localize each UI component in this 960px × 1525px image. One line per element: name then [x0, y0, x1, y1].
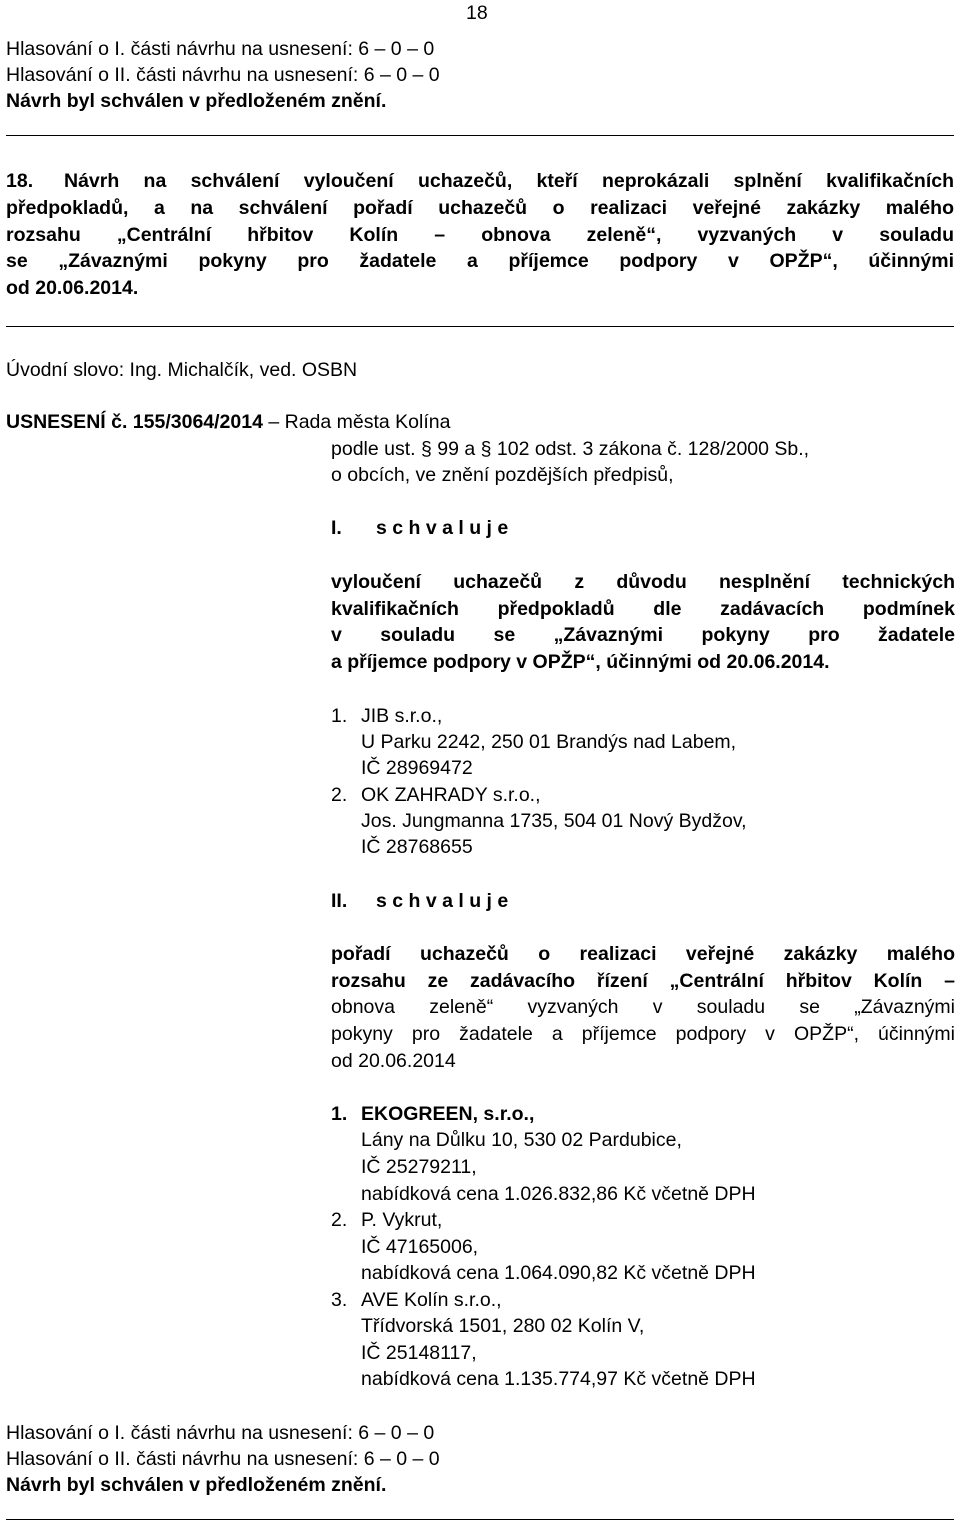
- ranked-bidder-3-address: Třídvorská 1501, 280 02 Kolín V,: [361, 1315, 645, 1337]
- legal-basis-line-1: podle ust. § 99 a § 102 odst. 3 zákona č. 128/2000 Sb.,: [331, 438, 810, 460]
- ranked-bidder-1-ic: IČ 25279211,: [361, 1156, 477, 1178]
- divider: [6, 135, 954, 136]
- excluded-bidder-1-name: JIB s.r.o.,: [361, 705, 443, 727]
- divider: [6, 1519, 954, 1520]
- item-title-line: se „Závaznými pokyny pro žadatele a příjemce podpory v OPŽP“, účinnými: [6, 250, 954, 273]
- part-1-text: [331, 569, 955, 676]
- part-1-numeral: I.: [331, 517, 342, 539]
- excluded-bidder-2-address: Jos. Jungmanna 1735, 504 01 Nový Bydžov,: [361, 810, 747, 832]
- excluded-bidder-1-ic: IČ 28969472: [361, 757, 473, 779]
- part-1-text-line: v souladu se „Závaznými pokyny pro žadatele: [331, 624, 955, 647]
- part-1-verb: s c h v a l u j e: [376, 517, 509, 539]
- part-2-text-line: pořadí uchazečů o realizaci veřejné zakázky malého: [331, 943, 955, 965]
- excluded-bidder-1-address: U Parku 2242, 250 01 Brandýs nad Labem,: [361, 731, 737, 753]
- part-2-text-line: rozsahu ze zadávacího řízení „Centrální hřbitov Kolín –: [331, 969, 955, 992]
- footer-vote-part-1: Hlasování o I. části návrhu na usnesení: 6 – 0 – 0: [6, 1422, 435, 1444]
- ranked-bidder-3-index: 3.: [331, 1289, 348, 1311]
- ranked-bidder-1-index: 1.: [331, 1103, 348, 1125]
- part-2-text-line: obnova zeleně“ vyzvaných v souladu se „Závaznými: [331, 996, 955, 1019]
- footer-vote-part-2: Hlasování o II. části návrhu na usnesení: 6 – 0 – 0: [6, 1448, 440, 1470]
- ranked-bidder-1-address: Lány na Důlku 10, 530 02 Pardubice,: [361, 1129, 682, 1151]
- ranked-bidder-3-price: nabídková cena 1.135.774,97 Kč včetně DPH: [361, 1368, 756, 1390]
- item-number: 18.: [6, 170, 34, 192]
- excluded-bidder-2-name: OK ZAHRADY s.r.o.,: [361, 784, 541, 806]
- ranked-bidder-2-index: 2.: [331, 1209, 348, 1231]
- item-title-line: od 20.06.2014.: [6, 277, 139, 300]
- footer-vote-result: Návrh byl schválen v předloženém znění.: [6, 1474, 387, 1496]
- ranked-bidder-1-price: nabídková cena 1.026.832,86 Kč včetně DPH: [361, 1183, 756, 1205]
- part-2-text: [331, 941, 955, 1075]
- item-title: [48, 168, 954, 195]
- vote-part-2: Hlasování o II. části návrhu na usnesení: 6 – 0 – 0: [6, 64, 440, 86]
- ranked-bidder-3-name: AVE Kolín s.r.o.,: [361, 1289, 502, 1311]
- vote-result: Návrh byl schválen v předloženém znění.: [6, 90, 387, 112]
- resolution-number: 155/3064/2014: [132, 411, 263, 433]
- excluded-bidder-2-index: 2.: [331, 784, 348, 806]
- divider: [6, 326, 954, 327]
- intro-speaker: Úvodní slovo: Ing. Michalčík, ved. OSBN: [6, 359, 358, 381]
- part-2-text-line: od 20.06.2014: [331, 1049, 456, 1072]
- ranked-bidder-3-ic: IČ 25148117,: [361, 1342, 477, 1364]
- ranked-bidder-2-price: nabídková cena 1.064.090,82 Kč včetně DPH: [361, 1262, 756, 1284]
- resolution-body: – Rada města Kolína: [268, 411, 451, 433]
- ranked-bidder-1-name: EKOGREEN, s.r.o.,: [361, 1103, 535, 1125]
- item-title-line: rozsahu „Centrální hřbitov Kolín – obnova zeleně“, vyzvaných v souladu: [6, 223, 954, 246]
- resolution-heading: [6, 409, 450, 435]
- ranked-bidder-2-name: P. Vykrut,: [361, 1209, 443, 1231]
- resolution-label: USNESENÍ č.: [6, 411, 128, 433]
- excluded-bidder-1-index: 1.: [331, 705, 348, 727]
- legal-basis-line-2: o obcích, ve znění pozdějších předpisů,: [331, 464, 674, 486]
- part-1-text-line: vyloučení uchazečů z důvodu nesplnění technických: [331, 571, 955, 593]
- excluded-bidder-2-ic: IČ 28768655: [361, 836, 473, 858]
- part-2-verb: s c h v a l u j e: [376, 890, 509, 912]
- vote-part-1: Hlasování o I. části návrhu na usnesení: 6 – 0 – 0: [6, 38, 435, 60]
- part-2-text-line: pokyny pro žadatele a příjemce podpory v OPŽP“, účinnými: [331, 1023, 955, 1046]
- ranked-bidder-2-ic: IČ 47165006,: [361, 1236, 479, 1258]
- item-title-continued: [6, 195, 954, 302]
- part-1-text-line: a příjemce podpory v OPŽP“, účinnými od 20.06.2014.: [331, 651, 830, 674]
- item-title-line: předpokladů, a na schválení pořadí uchazečů o realizaci veřejné zakázky malého: [6, 197, 954, 219]
- part-2-numeral: II.: [331, 890, 348, 912]
- page-number: 18: [466, 2, 488, 24]
- part-1-text-line: kvalifikačních předpokladů dle zadávacích podmínek: [331, 597, 955, 620]
- item-title-line: Návrh na schválení vyloučení uchazečů, kteří neprokázali splnění kvalifikačních: [64, 170, 954, 192]
